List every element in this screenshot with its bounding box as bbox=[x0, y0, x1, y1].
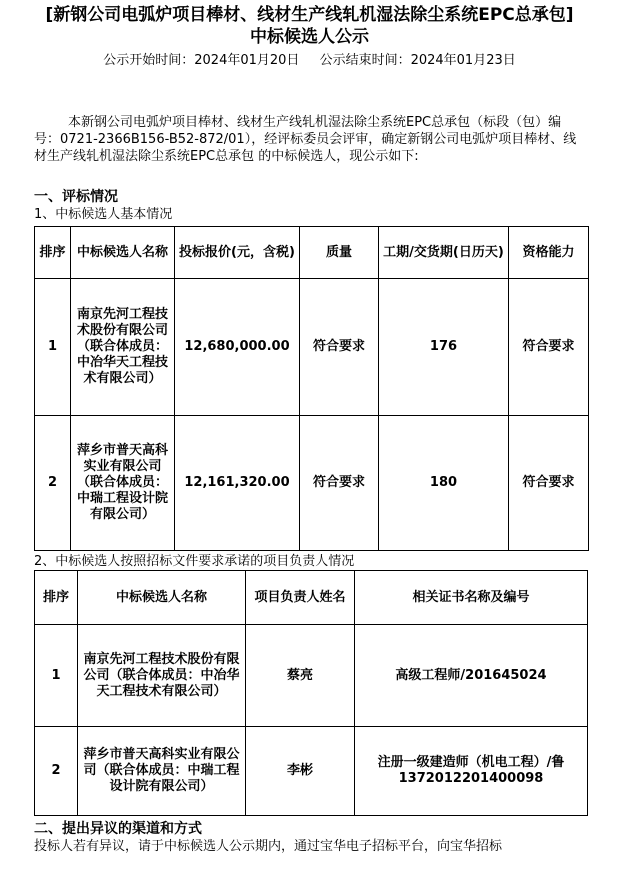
manager-cell: 蔡亮 bbox=[246, 625, 355, 727]
period-cell: 176 bbox=[379, 279, 509, 416]
qualification-cell: 符合要求 bbox=[509, 416, 589, 551]
quality-cell: 符合要求 bbox=[300, 416, 379, 551]
notice-subtitle: 中标候选人公示 bbox=[250, 27, 369, 47]
header-rank: 排序 bbox=[35, 571, 78, 625]
table-row bbox=[35, 416, 589, 551]
header-qualification: 资格能力 bbox=[509, 227, 589, 279]
quality-cell: 符合要求 bbox=[300, 279, 379, 416]
header-manager: 项目负责人姓名 bbox=[246, 571, 355, 625]
end-date: 公示结束时间：2024年01月23日 bbox=[319, 53, 516, 68]
header-certificate: 相关证书名称及编号 bbox=[355, 571, 588, 625]
header-rank: 排序 bbox=[35, 227, 71, 279]
header-period: 工期/交货期(日历天) bbox=[379, 227, 509, 279]
candidate-name-cell: 萍乡市普天高科实业有限公司（联合体成员：中瑞工程设计院有限公司） bbox=[78, 727, 246, 816]
candidates-table bbox=[34, 226, 589, 551]
table-row bbox=[35, 625, 588, 727]
managers-table bbox=[34, 570, 588, 816]
section3-text: 投标人若有异议，请于中标候选人公示期内，通过宝华电子招标平台，向宝华招标 bbox=[34, 839, 503, 854]
candidate-name-cell: 南京先河工程技术股份有限公司（联合体成员：中冶华天工程技术有限公司） bbox=[71, 279, 175, 416]
section1-subheading: 1、中标候选人基本情况 bbox=[34, 207, 173, 222]
section3-heading: 二、提出异议的渠道和方式 bbox=[34, 821, 202, 837]
notice-title: [新钢公司电弧炉项目棒材、线材生产线轧机湿法除尘系统EPC总承包] bbox=[45, 5, 574, 25]
manager-cell: 李彬 bbox=[246, 727, 355, 816]
section2-subheading: 2、中标候选人按照招标文件要求承诺的项目负责人情况 bbox=[34, 554, 355, 569]
table-header-row bbox=[35, 227, 589, 279]
intro-box bbox=[0, 114, 619, 165]
certificate-cell: 高级工程师/201645024 bbox=[355, 625, 588, 727]
rank-cell: 2 bbox=[35, 416, 71, 551]
price-cell: 12,680,000.00 bbox=[175, 279, 300, 416]
header-quality: 质量 bbox=[300, 227, 379, 279]
section1-heading: 一、评标情况 bbox=[34, 189, 118, 205]
certificate-cell: 注册一级建造师（机电工程）/鲁1372012201400098 bbox=[355, 727, 588, 816]
header-price: 投标报价(元，含税) bbox=[175, 227, 300, 279]
rank-cell: 1 bbox=[35, 279, 71, 416]
table-row bbox=[35, 279, 589, 416]
qualification-cell: 符合要求 bbox=[509, 279, 589, 416]
price-cell: 12,161,320.00 bbox=[175, 416, 300, 551]
table-header-row bbox=[35, 571, 588, 625]
table-row bbox=[35, 727, 588, 816]
rank-cell: 1 bbox=[35, 625, 78, 727]
candidate-name-cell: 萍乡市普天高科实业有限公司（联合体成员：中瑞工程设计院有限公司） bbox=[71, 416, 175, 551]
intro-paragraph: 本新钢公司电弧炉项目棒材、线材生产线轧机湿法除尘系统EPC总承包（标段（包）编号：0721-2366B156-B52-872/01），经评标委员会评审，确定新钢公司电弧炉项目棒材、线材生产线轧机湿法除尘系统EPC总承包 的中标候选人，现公示如下: bbox=[34, 115, 577, 164]
start-date: 公示开始时间：2024年01月20日 bbox=[103, 53, 300, 68]
candidate-name-cell: 南京先河工程技术股份有限公司（联合体成员：中冶华天工程技术有限公司） bbox=[78, 625, 246, 727]
period-cell: 180 bbox=[379, 416, 509, 551]
header-name: 中标候选人名称 bbox=[78, 571, 246, 625]
publicity-dates bbox=[0, 52, 619, 70]
rank-cell: 2 bbox=[35, 727, 78, 816]
header-name: 中标候选人名称 bbox=[71, 227, 175, 279]
